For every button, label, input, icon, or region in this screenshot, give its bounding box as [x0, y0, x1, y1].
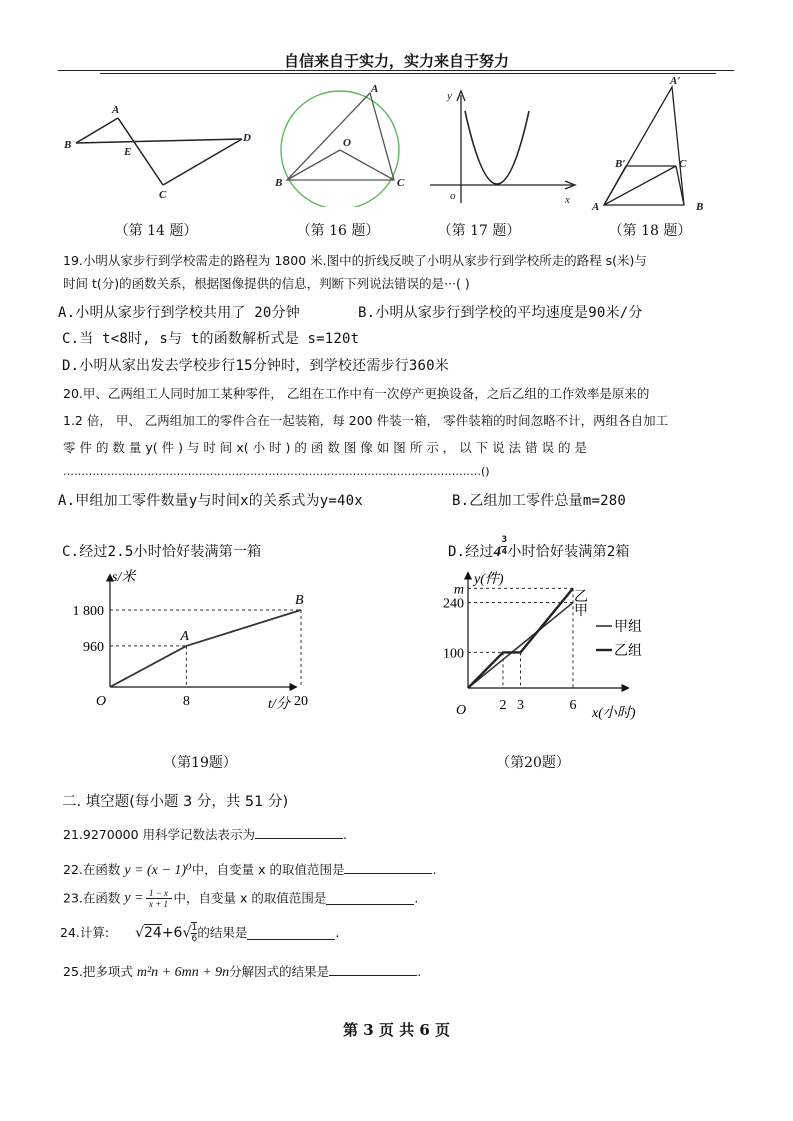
fig17-label-y: y — [447, 90, 452, 102]
q20-option-d-pre: D.经过 — [448, 544, 494, 560]
q22 — [63, 861, 436, 880]
chart20-end-label-yi: 乙 — [574, 590, 588, 605]
chart19-point-A: A — [180, 628, 189, 644]
caption-fig18: （第 18 题） — [608, 223, 692, 239]
fig17-label-x: x — [565, 194, 570, 206]
chart19-series-s — [110, 610, 301, 687]
q23-period: . — [414, 890, 419, 906]
q20-option-d-int: 4 — [493, 544, 502, 560]
fig17-label-o: o — [450, 190, 456, 202]
q23-denominator: x + 1 — [148, 899, 169, 909]
q20-option-c: C.经过2.5小时恰好装满第一箱 — [62, 544, 262, 560]
figure-16 — [270, 82, 410, 207]
q22-expression: y = (x − 1)⁰ — [124, 863, 192, 878]
caption-chart19: （第19题） — [163, 755, 237, 771]
fig18-label-B: B — [696, 201, 704, 213]
fig18-label-B1: B′ — [615, 158, 626, 170]
q20-stem-line2: 1.2 倍， 甲、 乙两组加工的零件合在一起装箱，每 200 件装一箱， 零件装箱的时间忽略不计，两组各自加工 — [63, 413, 669, 428]
chart20-legend — [596, 619, 642, 659]
q24-plus: +6 — [161, 925, 183, 941]
chart20-xtick-3: 3 — [517, 698, 524, 713]
q23-numerator: 1 − x — [148, 888, 169, 898]
q25-text-mid: 分解因式的结果是 — [229, 964, 330, 979]
q24-numerator: 1 — [191, 923, 198, 933]
fig14-label-C: C — [159, 189, 167, 200]
q21-answer-blank[interactable] — [255, 826, 343, 839]
fig16-label-C: C — [397, 177, 405, 189]
q20-option-d-post: 小时恰好装满第2箱 — [507, 544, 630, 560]
q23-lhs: y = — [124, 890, 144, 906]
q23 — [63, 888, 418, 914]
q20-option-d-den: 4 — [501, 547, 508, 557]
q24-text-mid: 的结果是 — [197, 925, 248, 940]
q21 — [63, 826, 347, 844]
q20-option-d — [448, 536, 630, 566]
q25 — [63, 963, 421, 982]
chart19-point-B: B — [295, 593, 304, 608]
header-rule — [58, 70, 734, 71]
q25-text-pre: 25.把多项式 — [63, 964, 137, 979]
fig14-label-B: B — [64, 139, 72, 151]
q23-text-mid: 中，自变量 x 的取值范围是 — [173, 890, 327, 906]
chart19-xtick-20: 20 — [294, 694, 308, 709]
chart20-xtick-6: 6 — [569, 698, 577, 713]
q24-period: . — [335, 925, 340, 940]
q23-text-pre: 23.在函数 — [63, 890, 125, 906]
fig16-label-B: B — [275, 177, 283, 189]
q20-option-a: A.甲组加工零件数量y与时间x的关系式为y=40x — [58, 493, 363, 509]
chart20-ytick-m: m — [453, 582, 464, 598]
q24-radical-1: √24 — [135, 925, 162, 941]
caption-fig16: （第 16 题） — [296, 223, 380, 239]
page-footer: 第 3 页 共 6 页 — [343, 1021, 450, 1039]
fig16-label-A: A — [371, 83, 379, 95]
chart-20 — [440, 565, 680, 725]
q23-fraction — [146, 888, 172, 909]
figure-14 — [60, 100, 260, 200]
section-2-title: 二. 填空题(每小题 3 分，共 51 分) — [62, 794, 289, 810]
q19-option-c: C.当 t<8时, s与 t的函数解析式是 s=120t — [62, 331, 360, 347]
figure-17 — [425, 85, 585, 210]
legend-label-yi: 乙组 — [614, 644, 642, 659]
chart19-ylabel: s/米 — [112, 570, 136, 585]
q22-answer-blank[interactable] — [344, 861, 432, 874]
q24-denominator: 6 — [191, 934, 198, 944]
q22-period: . — [432, 862, 437, 877]
chart20-ylabel: y(件) — [474, 572, 504, 587]
chart19-xlabel: t/分 — [268, 697, 290, 712]
q22-text-mid: 中，自变量 x 的取值范围是 — [191, 862, 345, 877]
q20-stem-line3: 零 件 的 数 量 y( 件 ) 与 时 间 x( 小 时 ) 的 函 数 图 像 如 图 所 示 ， 以 下 说 法 错 误 的 是 — [63, 440, 587, 455]
chart20-ytick-100: 100 — [443, 646, 464, 662]
chart20-series-jia — [468, 603, 573, 688]
caption-fig17: （第 17 题） — [437, 223, 521, 239]
chart20-origin: O — [456, 703, 467, 718]
page-header: 自信来自于实力，实力来自于努力 — [283, 52, 509, 70]
q25-period: . — [417, 964, 422, 979]
q24 — [60, 922, 339, 948]
chart19-ytick-960: 960 — [83, 639, 104, 655]
q24-answer-blank[interactable] — [247, 927, 335, 940]
q21-text: 21.9270000 用科学记数法表示为 — [63, 827, 256, 842]
q20-option-b: B.乙组加工零件总量m=280 — [452, 493, 627, 509]
q24-radicand-1: 24 — [144, 925, 162, 941]
q21-period: . — [343, 827, 348, 842]
figure-18 — [588, 74, 718, 214]
caption-chart20: （第20题） — [496, 755, 570, 771]
q25-answer-blank[interactable] — [329, 963, 417, 976]
q24-radical-2: √ — [182, 925, 192, 941]
q20-option-d-num: 3 — [501, 535, 508, 545]
chart19-ytick-1800: 1 800 — [72, 604, 104, 619]
q19-stem-line1: 19.小明从家步行到学校需走的路程为 1800 米.图中的折线反映了小明从家步行到学校所走的路程 s(米)与 — [63, 253, 647, 268]
chart20-xlabel: x(小时) — [592, 706, 636, 721]
fig18-label-C: C — [679, 158, 687, 170]
fig18-label-A1: A′ — [670, 75, 681, 87]
q19-option-a: A.小明从家步行到学校共用了 20分钟 — [58, 305, 300, 321]
q20-stem-line4: ……………………………………………………………………………………………………() — [63, 465, 490, 478]
fig14-label-E: E — [124, 146, 132, 158]
fig14-label-D: D — [243, 132, 251, 144]
q24-text-pre: 24.计算: — [60, 925, 110, 940]
fig18-label-A: A — [592, 201, 600, 213]
q20-stem-line1: 20.甲、乙两组工人同时加工某种零件， 乙组在工作中有一次停产更换设备，之后乙组的工作效率是原来的 — [63, 386, 650, 401]
q19-option-b: B.小明从家步行到学校的平均速度是90米/分 — [358, 305, 643, 321]
chart19-origin: O — [96, 694, 107, 709]
legend-label-jia: 甲组 — [614, 620, 642, 635]
chart-19 — [58, 565, 318, 720]
q23-answer-blank[interactable] — [326, 892, 414, 905]
caption-fig14: （第 14 题） — [114, 223, 198, 239]
q19-stem-line2: 时间 t(分)的函数关系，根据图像提供的信息，判断下列说法错误的是···( ) — [63, 276, 470, 291]
q25-expression: m²n + 6mn + 9n — [136, 965, 230, 980]
chart19-xtick-8: 8 — [182, 694, 190, 709]
fig16-label-O: O — [343, 137, 351, 149]
q19-option-d: D.小明从家出发去学校步行15分钟时，到学校还需步行360米 — [62, 358, 449, 374]
q22-text-pre: 22.在函数 — [63, 862, 125, 877]
chart20-xtick-2: 2 — [499, 698, 507, 713]
chart20-end-label-jia: 甲 — [574, 604, 588, 619]
chart20-ytick-240: 240 — [443, 596, 464, 612]
fig14-label-A: A — [112, 104, 120, 116]
